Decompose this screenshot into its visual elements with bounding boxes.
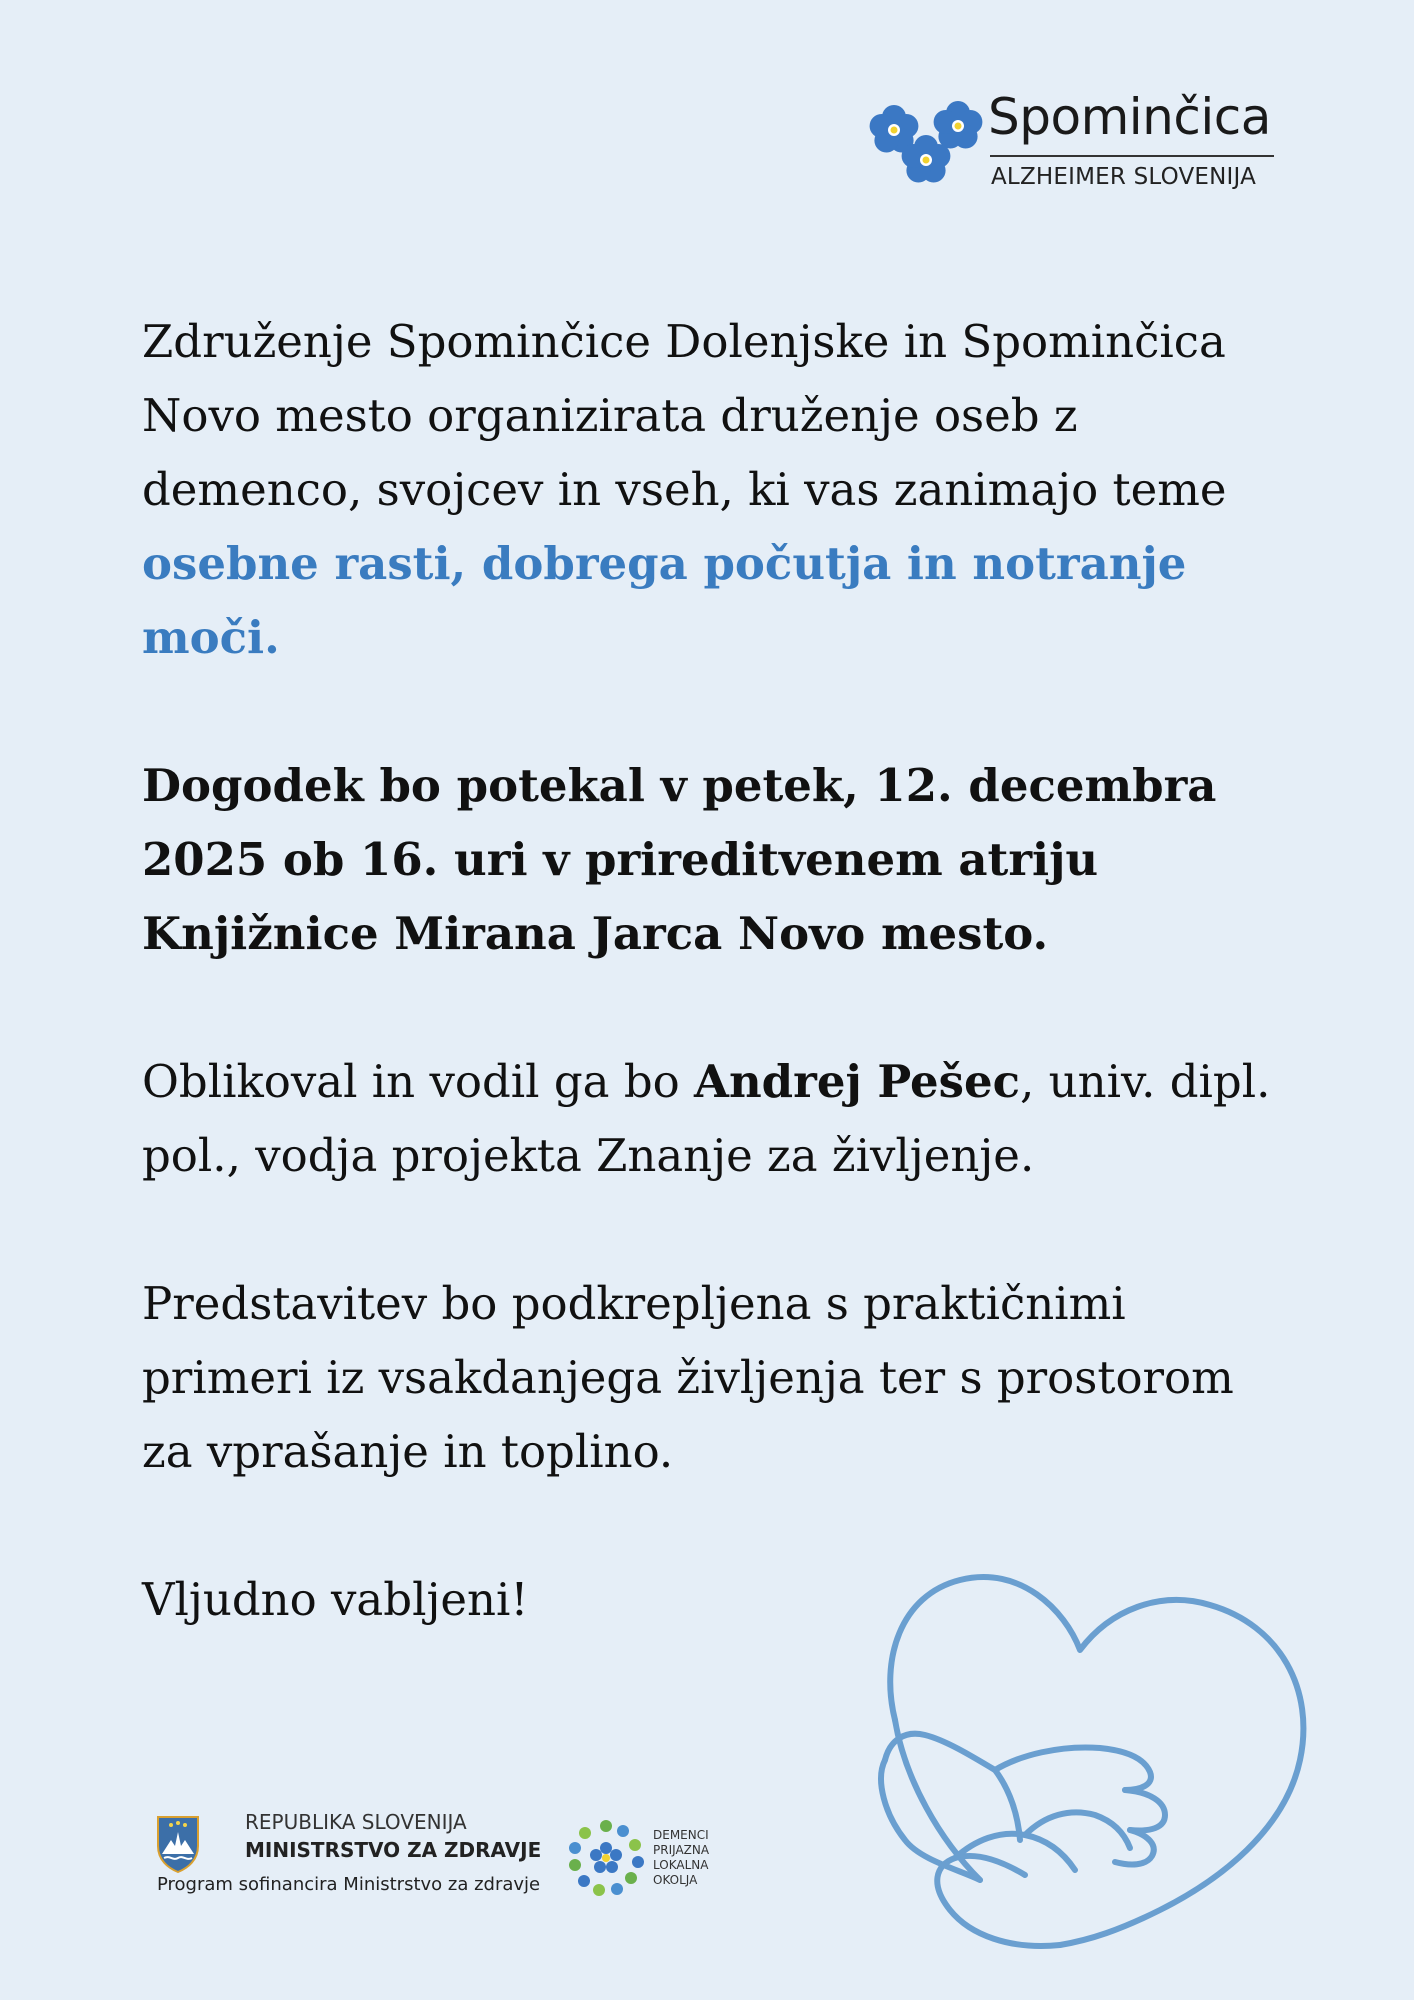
gov-republic-label: REPUBLIKA SLOVENIJA [245, 1810, 467, 1834]
host-text-before: Oblikoval in vodil ga bo [142, 1055, 695, 1108]
dementia-friendly-logo [565, 1818, 735, 1898]
forget-me-not-flowers-icon [860, 92, 1000, 202]
dpl-line: DEMENCI [653, 1828, 709, 1842]
dpl-line: LOKALNA [653, 1858, 709, 1872]
host-name: Andrej Pešec [694, 1055, 1021, 1108]
gov-cofinance-label: Program sofinancira Ministrstvo za zdravje [157, 1874, 541, 1895]
intro-text: Združenje Spominčice Dolenjske in Spominčica Novo mesto organizirata druženje oseb z demenco, svojcev in vseh, ki vas zanimajo teme [142, 315, 1227, 516]
event-details: Dogodek bo potekal v petek, 12. decembra 2025 ob 16. uri v prireditvenem atriju Knjižnice Mirana Jarca Novo mesto. [142, 759, 1217, 960]
logo-divider [990, 155, 1274, 157]
dementia-friendly-text [653, 1828, 709, 1888]
presentation-paragraph: Predstavitev bo podkrepljena s praktičnimi primeri iz vsakdanjega življenja ter s prostorom za vprašanje in toplino. [142, 1277, 1234, 1478]
welcome-text: Vljudno vabljeni! [142, 1573, 529, 1626]
dpl-line: PRIJAZNA [653, 1843, 710, 1857]
slovenia-coat-of-arms-icon [155, 1814, 201, 1874]
logo-name: Spominčica [988, 88, 1271, 146]
invitation-body [142, 305, 1272, 1637]
ministry-footer [155, 1810, 555, 1900]
intro-paragraph [142, 305, 1272, 675]
heart-hug-icon [860, 1540, 1320, 1960]
dpl-line: OKOLJA [653, 1873, 698, 1887]
dementia-friendly-wreath-icon [565, 1818, 647, 1898]
host-text-after: , univ. dipl. pol., vodja projekta Znanje za življenje. [142, 1055, 1271, 1182]
logo-subtitle: ALZHEIMER SLOVENIJA [991, 164, 1257, 190]
intro-highlight: osebne rasti, dobrega počutja in notranje moči. [142, 537, 1187, 664]
gov-ministry-label: MINISTRSTVO ZA ZDRAVJE [245, 1838, 542, 1862]
spomincica-logo [860, 88, 1280, 202]
host-paragraph [142, 1045, 1272, 1193]
